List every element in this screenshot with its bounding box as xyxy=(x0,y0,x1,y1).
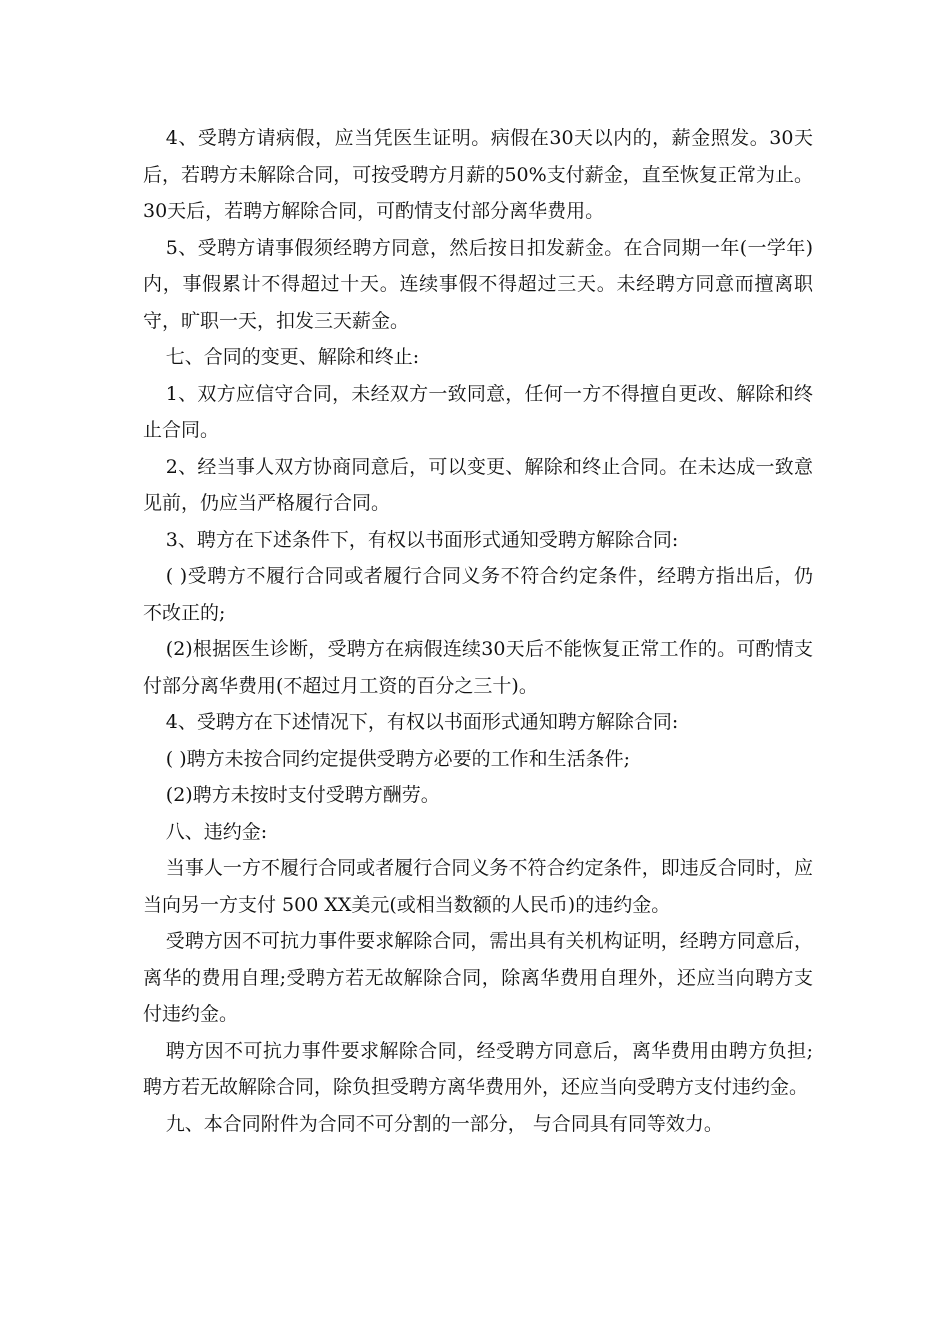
paragraph-penalty-employer: 聘方因不可抗力事件要求解除合同，经受聘方同意后，离华费用由聘方负担;聘方若无故解除合同，除负担受聘方离华费用外，还应当向受聘方支付违约金。 xyxy=(143,1039,813,1098)
paragraph-personal-leave: 5、受聘方请事假须经聘方同意，然后按日扣发薪金。在合同期一年(一学年)内，事假累计不得超过十天。连续事假不得超过三天。未经聘方同意而擅离职守，旷职一天，扣发三天薪金。 xyxy=(143,236,813,332)
paragraph-sick-leave: 4、受聘方请病假，应当凭医生证明。病假在30天以内的，薪金照发。30天后，若聘方未解除合同，可按受聘方月薪的50%支付薪金，直至恢复正常为止。30天后，若聘方解除合同，可酌情支付部分离华费用。 xyxy=(143,127,813,222)
paragraph-clause-3-item-2: (2)根据医生诊断，受聘方在病假连续30天后不能恢复正常工作的。可酌情支付部分离华费用(不超过月工资的百分之三十)。 xyxy=(143,638,813,697)
document-body xyxy=(143,120,813,1142)
paragraph-clause-1: 1、双方应信守合同，未经双方一致同意，任何一方不得擅自更改、解除和终止合同。 xyxy=(143,382,813,441)
paragraph-clause-3: 3、聘方在下述条件下，有权以书面形式通知受聘方解除合同: xyxy=(165,528,679,551)
paragraph-clause-4: 4、受聘方在下述情况下，有权以书面形式通知聘方解除合同: xyxy=(165,711,679,733)
section-heading-change-termination: 七、合同的变更、解除和终止: xyxy=(165,346,420,368)
paragraph-clause-4-item-2: (2)聘方未按时支付受聘方酬劳。 xyxy=(165,784,440,806)
paragraph-penalty-employee: 受聘方因不可抗力事件要求解除合同，需出具有关机构证明，经聘方同意后，离华的费用自理;受聘方若无故解除合同，除离华费用自理外，还应当向聘方支付违约金。 xyxy=(143,930,813,1025)
paragraph-clause-2: 2、经当事人双方协商同意后，可以变更、解除和终止合同。在未达成一致意见前，仍应当严格履行合同。 xyxy=(143,455,813,514)
paragraph-clause-4-item-1: ( )聘方未按合同约定提供受聘方必要的工作和生活条件; xyxy=(165,747,631,770)
paragraph-penalty-general: 当事人一方不履行合同或者履行合同义务不符合约定条件，即违反合同时，应当向另一方支付 500 XX美元(或相当数额的人民币)的违约金。 xyxy=(143,857,813,916)
paragraph-clause-3-item-1: ( )受聘方不履行合同或者履行合同义务不符合约定条件，经聘方指出后，仍不改正的; xyxy=(143,565,813,624)
section-heading-penalty: 八、违约金: xyxy=(165,820,268,843)
section-heading-annex: 九、本合同附件为合同不可分割的一部分， 与合同具有同等效力。 xyxy=(165,1112,723,1135)
